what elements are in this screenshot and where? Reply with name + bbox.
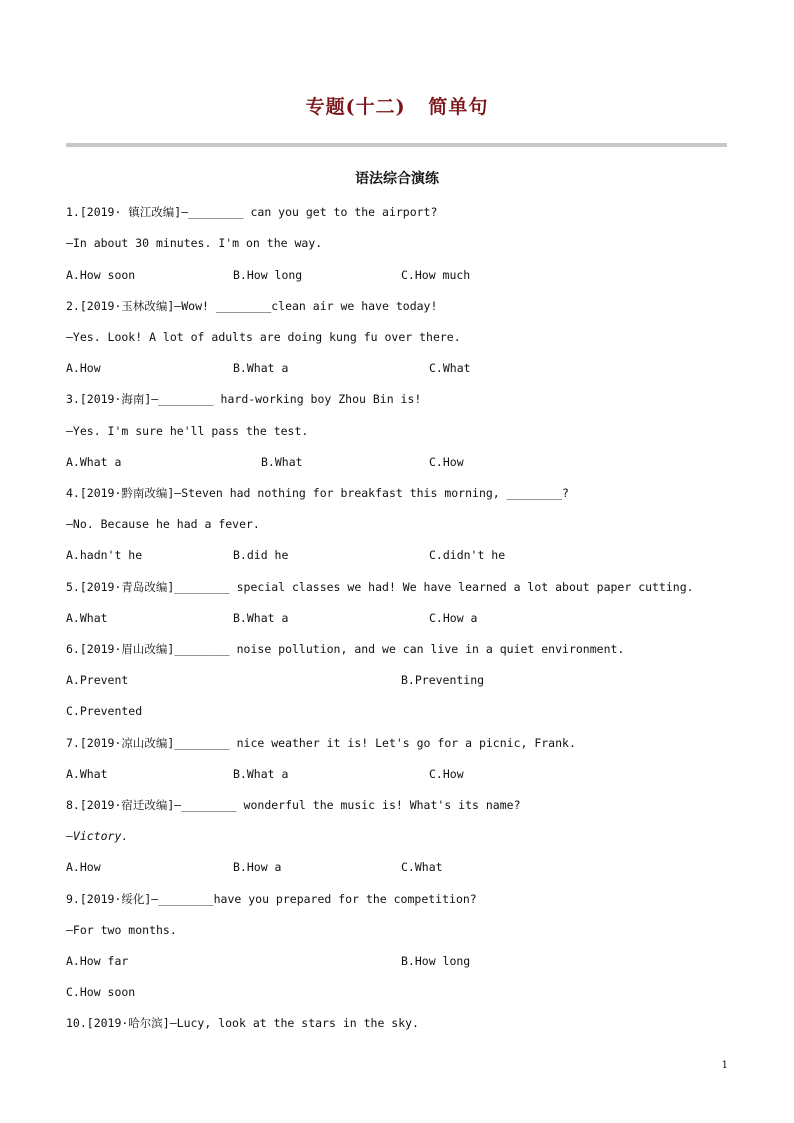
question-5-stem: 5.[2019·青岛改编]________ special classes we had! We have learned a lot about paper cutting. [66, 580, 694, 594]
option-a: A.What a [66, 455, 122, 469]
section-subtitle: 语法综合演练 [355, 171, 439, 187]
question-7-stem: 7.[2019·凉山改编]________ nice weather it is! Let's go for a picnic, Frank. [66, 736, 576, 750]
option-c: C.How [429, 455, 464, 469]
option-c: C.How much [401, 268, 471, 282]
option-a: A.How [66, 860, 101, 874]
question-2-reply: —Yes. Look! A lot of adults are doing kung fu over there. [66, 330, 461, 344]
option-b: B.How a [233, 860, 282, 874]
question-6-stem: 6.[2019·眉山改编]________ noise pollution, and we can live in a quiet environment. [66, 642, 625, 656]
question-9-options [66, 954, 726, 968]
option-c: C.What [429, 361, 471, 375]
option-a: A.How soon [66, 268, 136, 282]
option-c: C.How [429, 767, 464, 781]
option-b: B.What a [233, 767, 289, 781]
question-5-options [66, 611, 726, 625]
question-2-stem: 2.[2019·玉林改编]—Wow! ________clean air we have today! [66, 299, 438, 313]
question-10-stem: 10.[2019·哈尔滨]—Lucy, look at the stars in the sky. [66, 1016, 419, 1030]
question-9-stem: 9.[2019·绥化]—________have you prepared for the competition? [66, 892, 477, 906]
question-7-options [66, 767, 726, 781]
question-8-stem: 8.[2019·宿迁改编]—________ wonderful the music is! What's its name? [66, 798, 521, 812]
option-a: A.Prevent [66, 673, 129, 687]
question-6-options [66, 673, 726, 687]
page-number: 1 [721, 1060, 728, 1071]
title-divider [66, 143, 727, 147]
question-8-options [66, 860, 726, 874]
option-a: A.What [66, 767, 108, 781]
option-b: B.did he [233, 548, 289, 562]
option-a: A.What [66, 611, 108, 625]
question-3-reply: —Yes. I'm sure he'll pass the test. [66, 424, 309, 438]
option-c: C.What [401, 860, 443, 874]
option-a: A.How far [66, 954, 129, 968]
question-3-options [66, 455, 726, 469]
page-title: 专题(十二) 简单句 [305, 96, 489, 118]
option-c: C.How a [429, 611, 478, 625]
question-4-stem: 4.[2019·黔南改编]—Steven had nothing for breakfast this morning, ________? [66, 486, 569, 500]
option-b: B.How long [233, 268, 303, 282]
question-4-reply: —No. Because he had a fever. [66, 517, 260, 531]
option-c: C.didn't he [429, 548, 506, 562]
option-c: C.How soon [66, 985, 136, 999]
question-8-reply: —Victory. [66, 829, 129, 843]
question-4-options [66, 548, 726, 562]
option-b: B.How long [401, 954, 471, 968]
option-b: B.Preventing [401, 673, 485, 687]
option-a: A.How [66, 361, 101, 375]
question-1-stem: 1.[2019· 镇江改编]—________ can you get to the airport? [66, 205, 438, 219]
option-b: B.What [261, 455, 303, 469]
question-1-options [66, 268, 726, 282]
question-2-options [66, 361, 726, 375]
option-b: B.What a [233, 361, 289, 375]
option-c: C.Prevented [66, 704, 143, 718]
question-1-reply: —In about 30 minutes. I'm on the way. [66, 236, 323, 250]
option-a: A.hadn't he [66, 548, 143, 562]
question-3-stem: 3.[2019·海南]—________ hard-working boy Zhou Bin is! [66, 392, 422, 406]
option-b: B.What a [233, 611, 289, 625]
question-9-reply: —For two months. [66, 923, 177, 937]
